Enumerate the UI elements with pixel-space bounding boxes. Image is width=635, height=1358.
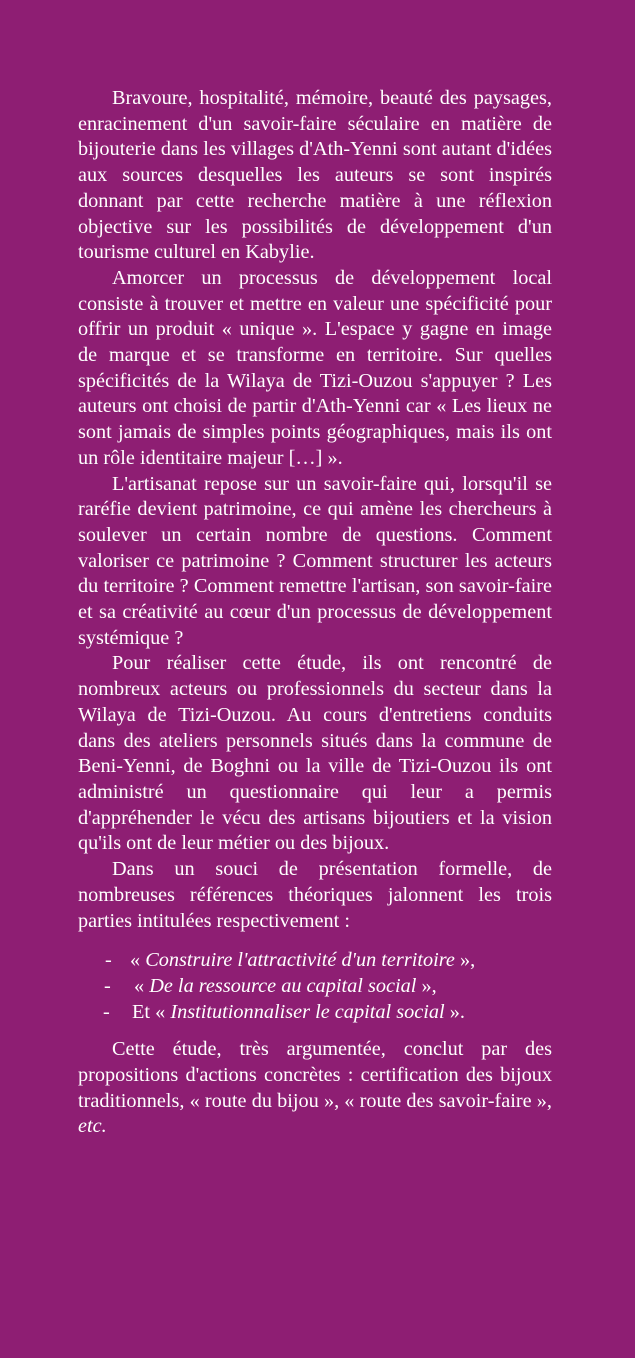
conclusion-text: Cette étude, très argumentée, conclut par des propositions d'actions concrètes : certification des bijoux traditionnels, « route du bijou », « route des savoir-faire », xyxy=(78,1038,552,1112)
list-prefix: « xyxy=(134,975,150,998)
list-item xyxy=(78,973,552,999)
conclusion-etc: etc. xyxy=(78,1115,107,1138)
list-title: De la ressource au capital social xyxy=(149,975,417,998)
list-dash: - xyxy=(103,1001,110,1024)
list-prefix: « xyxy=(130,949,146,972)
list-prefix: Et « xyxy=(132,1001,171,1024)
parts-list xyxy=(78,947,552,1025)
paragraph-craftsmanship: L'artisanat repose sur un savoir-faire qui, lorsqu'il se raréfie devient patrimoine, ce qui amène les chercheurs à soulever un certain nombre de questions. Comment valoriser ce patrimoine ? Comment structurer les acteurs du territoire ? Comment remettre l'artisan, son savoir-faire et sa créativité au cœur d'un processus de développement systémique ? xyxy=(78,472,552,649)
list-item xyxy=(78,947,552,973)
paragraph-local-development: Amorcer un processus de développement local consiste à trouver et mettre en valeur une spécificité pour offrir un produit « unique ». L'espace y gagne en image de marque et se transforme en territoire. Sur quelles spécificités de la Wilaya de Tizi-Ouzou s'appuyer ? Les auteurs ont choisi de partir d'Ath-Yenni car « Les lieux ne sont jamais de simples points géographiques, mais ils ont un rôle identitaire majeur […] ». xyxy=(78,266,552,469)
list-suffix: ». xyxy=(444,1001,465,1024)
paragraph-conclusion xyxy=(78,1037,552,1140)
list-dash: - xyxy=(105,949,112,972)
back-cover-text xyxy=(78,86,552,1140)
list-title: Construire l'attractivité d'un territoire xyxy=(145,949,455,972)
list-suffix: », xyxy=(454,949,476,972)
paragraph-methodology: Pour réaliser cette étude, ils ont rencontré de nombreux acteurs ou professionnels du secteur dans la Wilaya de Tizi-Ouzou. Au cours d'entretiens conduits dans des ateliers personnels situés dans la commune de Beni-Yenni, de Boghni ou la ville de Tizi-Ouzou ils ont administré un questionnaire qui leur a permis d'appréhender le vécu des artisans bijoutiers et la vision qu'ils ont de leur métier ou des bijoux. xyxy=(78,652,552,855)
list-suffix: », xyxy=(416,975,437,998)
list-title: Institutionnaliser le capital social xyxy=(170,1001,445,1024)
paragraph-intro: Bravoure, hospitalité, mémoire, beauté des paysages, enracinement d'un savoir-faire séculaire en matière de bijouterie dans les villages d'Ath-Yenni sont autant d'idées aux sources desquelles les auteurs se sont inspirés donnant par cette recherche matière à une réflexion objective sur les possibilités de développement d'un tourisme culturel en Kabylie. xyxy=(78,87,552,264)
list-dash: - xyxy=(104,975,111,998)
list-item xyxy=(78,999,552,1025)
paragraph-references: Dans un souci de présentation formelle, de nombreuses références théoriques jalonnent les trois parties intitulées respectivement : xyxy=(78,858,552,932)
